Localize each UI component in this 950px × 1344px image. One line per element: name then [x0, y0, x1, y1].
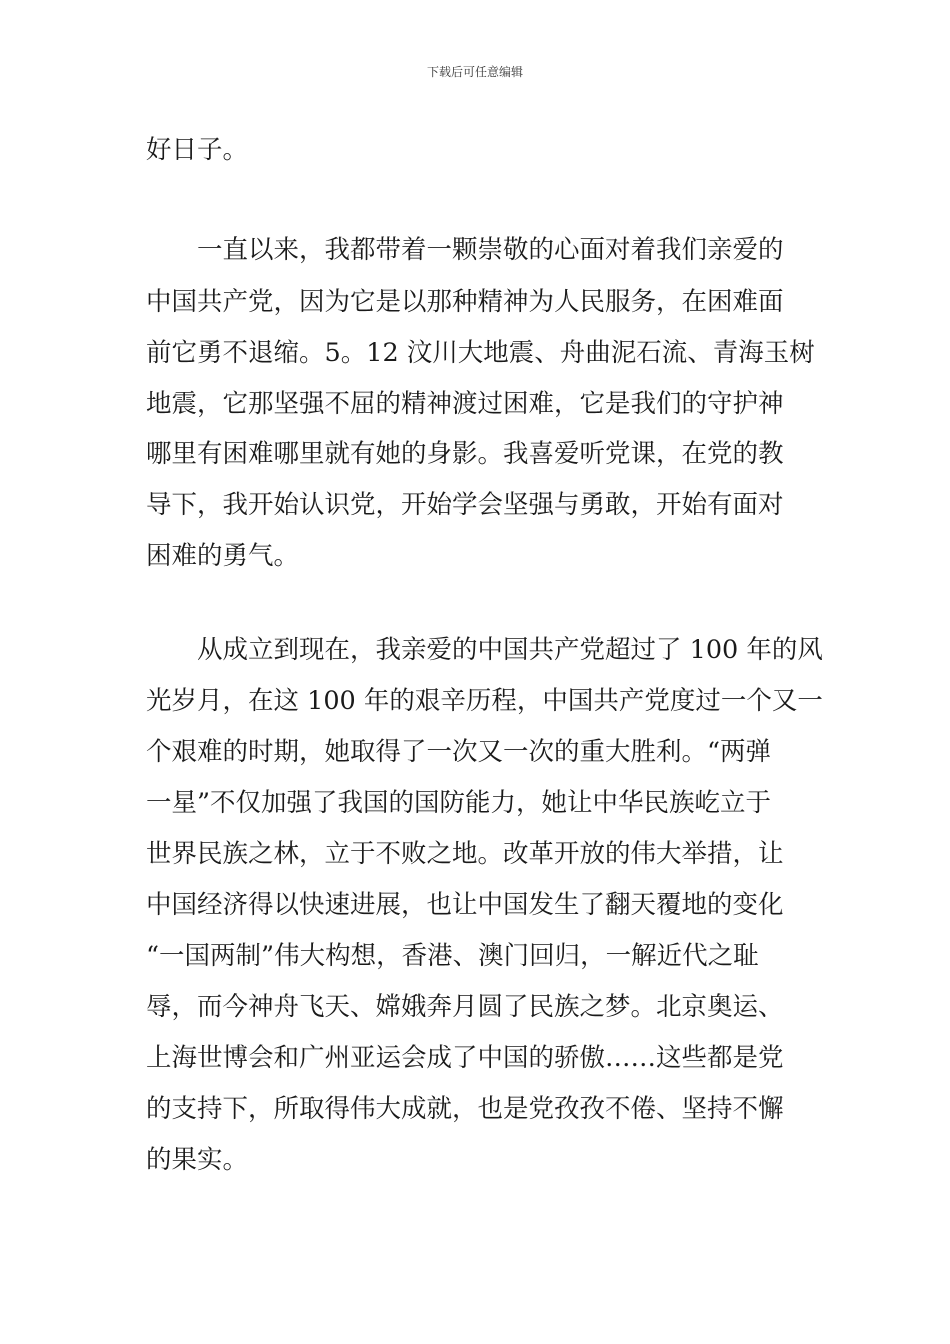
paragraph-2-line-4: 地震，它那坚强不屈的精神渡过困难，它是我们的守护神: [146, 389, 784, 419]
paragraph-2-line-7: 困难的勇气。: [146, 541, 300, 571]
paragraph-2-line-1: 一直以来，我都带着一颗崇敬的心面对着我们亲爱的: [146, 235, 784, 265]
paragraph-3-line-8: 辱，而今神舟飞天、嫦娥奔月圆了民族之梦。北京奥运、: [146, 992, 784, 1022]
paragraph-3-line-9: 上海世博会和广州亚运会成了中国的骄傲……这些都是党: [146, 1043, 784, 1073]
paragraph-3-line-1: 从成立到现在，我亲爱的中国共产党超过了 100 年的风: [146, 635, 823, 665]
paragraph-3-line-3: 个艰难的时期，她取得了一次又一次的重大胜利。“两弹: [146, 737, 772, 767]
paragraph-3-line-11: 的果实。: [146, 1145, 249, 1175]
paragraph-3-line-6: 中国经济得以快速进展，也让中国发生了翻天覆地的变化: [146, 890, 784, 920]
paragraph-3-line-7: “一国两制”伟大构想，香港、澳门回归，一解近代之耻: [146, 941, 759, 971]
paragraph-3-line-2: 光岁月，在这 100 年的艰辛历程，中国共产党度过一个又一: [146, 686, 823, 716]
paragraph-1-line-1: 好日子。: [146, 135, 249, 165]
paragraph-2-line-3: 前它勇不退缩。5。12 汶川大地震、舟曲泥石流、青海玉树: [146, 338, 815, 368]
paragraph-3-line-10: 的支持下，所取得伟大成就，也是党孜孜不倦、坚持不懈: [146, 1094, 784, 1124]
page-header-note: 下载后可任意编辑: [426, 65, 523, 79]
paragraph-2-line-2: 中国共产党，因为它是以那种精神为人民服务，在困难面: [146, 287, 784, 317]
paragraph-2-line-6: 导下，我开始认识党，开始学会坚强与勇敢，开始有面对: [146, 490, 784, 520]
paragraph-3-line-5: 世界民族之林，立于不败之地。改革开放的伟大举措，让: [146, 839, 784, 869]
paragraph-2-line-5: 哪里有困难哪里就有她的身影。我喜爱听党课，在党的教: [146, 439, 784, 469]
paragraph-3-line-4: 一星”不仅加强了我国的国防能力，她让中华民族屹立于: [146, 788, 772, 818]
